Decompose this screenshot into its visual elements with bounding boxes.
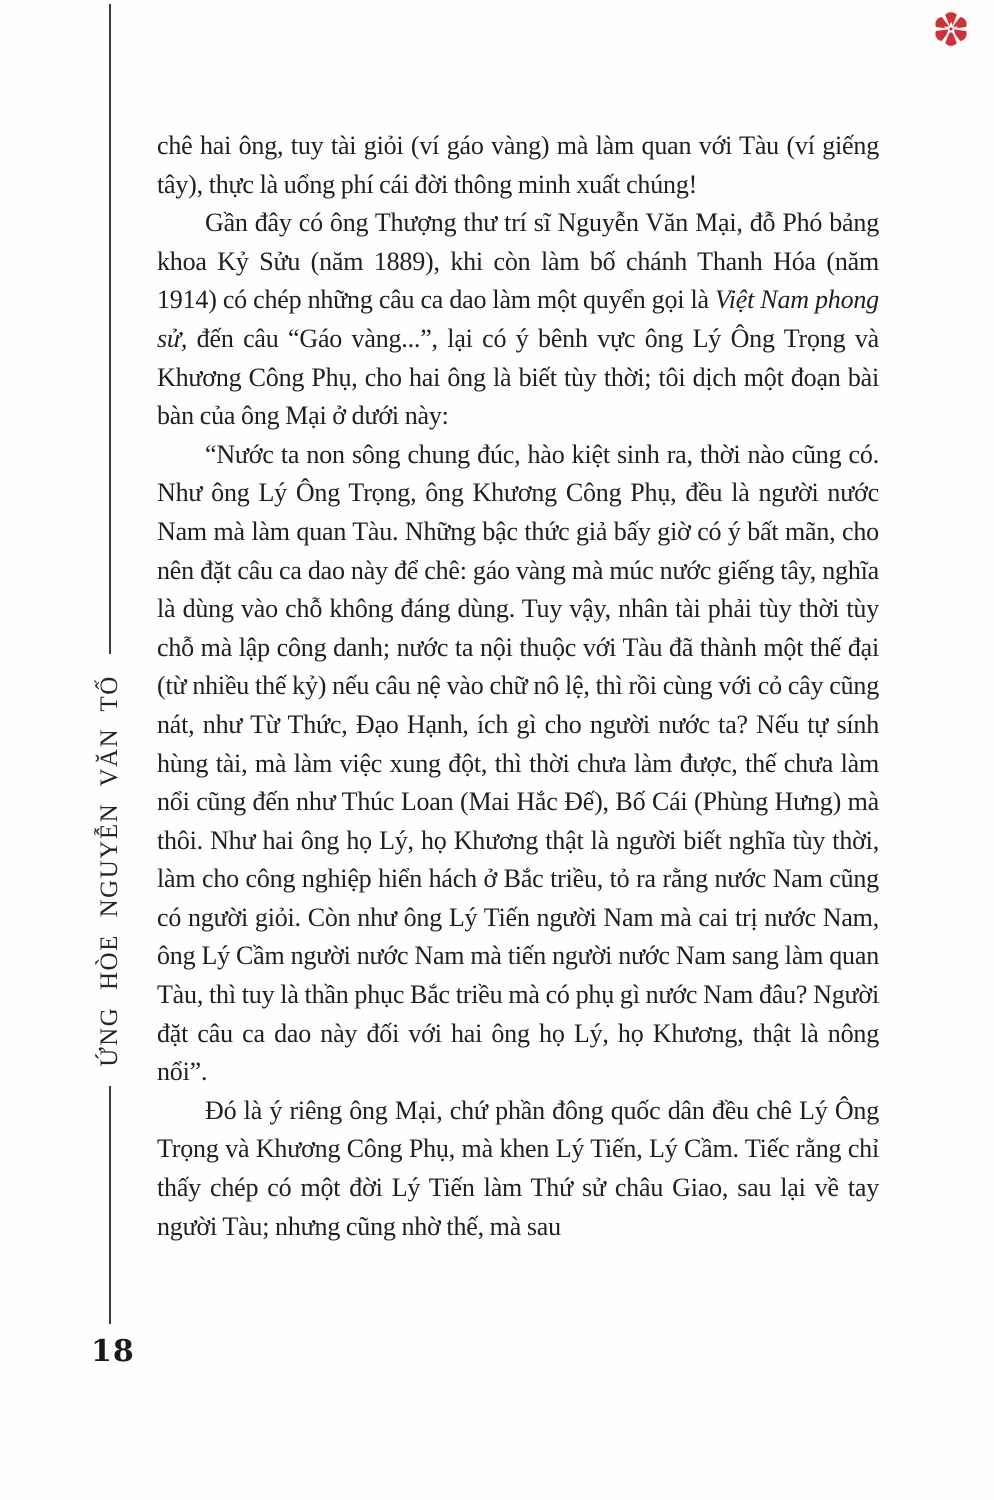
paragraph-commentary: Đó là ý riêng ông Mại, chứ phần đông quốc dân đều chê Lý Ông Trọng và Khương Công Phụ, mà khen Lý Tiến, Lý Cầm. Tiếc rằng chỉ thấy chép có một đời Lý Tiến làm Thứ sử châu Giao, sau lại về tay người Tàu; nhưng cũng nhờ thế, mà sau	[157, 1095, 879, 1241]
running-title-author: ỨNG HÒE NGUYỄN VĂN TỐ	[96, 675, 123, 1067]
paragraph-continuation: chê hai ông, tuy tài giỏi (ví gáo vàng) mà làm quan với Tàu (ví giếng tây), thực là uổng phí cái đời thông minh xuất chúng!	[157, 131, 879, 199]
paragraph-text: Gần đây có ông Thượng thư trí sĩ Nguyễn Văn Mại, đỗ Phó bảng khoa Kỷ Sửu (năm 1889), khi còn làm bố chánh Thanh Hóa (năm 1914) có chép những câu ca dao làm một quyển gọi là	[157, 208, 879, 315]
sidebar-rule-bottom	[109, 1086, 111, 1324]
body-text-block	[157, 127, 879, 1246]
paragraph-text: đến câu “Gáo vàng...”, lại có ý bênh vực ông Lý Ông Trọng và Khương Công Phụ, cho hai ông là biết tùy thời; tôi dịch một đoạn bài bàn của ông Mại ở dưới này:	[157, 323, 879, 431]
sidebar-rule-top	[109, 4, 111, 654]
page-number: 18	[91, 1334, 135, 1369]
book-title-italic: Việt Nam phong sử,	[157, 285, 879, 353]
paragraph-nguyen-van-mai	[157, 204, 879, 436]
paragraph-quotation: “Nước ta non sông chung đúc, hào kiệt sinh ra, thời nào cũng có. Như ông Lý Ông Trọng, ông Khương Công Phụ, đều là người nước Nam mà làm quan Tàu. Những bậc thức giả bấy giờ có ý bất mãn, cho nên đặt câu ca dao này để chê: gáo vàng mà múc nước giếng tây, nghĩa là dùng vào chỗ không đáng dùng. Tuy vậy, nhân tài phải tùy thời tùy chỗ mà lập công danh; nước ta nội thuộc với Tàu đã thành một thế đại (từ nhiều thế kỷ) nếu câu nệ vào chữ nô lệ, thì rồi cùng với cỏ cây cũng nát, như Từ Thức, Đạo Hạnh, ích gì cho người nước ta? Nếu tự sính hùng tài, mà làm việc xung đột, thì thời chưa làm được, thế chưa làm nổi cũng đến như Thúc Loan (Mai Hắc Đế), Bố Cái (Phùng Hưng) mà thôi. Như hai ông họ Lý, họ Khương thật là người biết nghĩa tùy thời, làm cho công nghiệp hiển hách ở Bắc triều, tỏ ra rằng nước Nam cũng có người giỏi. Còn như ông Lý Tiến người Nam mà cai trị nước Nam, ông Lý Cầm người nước Nam mà tiến người nước Nam sang làm quan Tàu, thì tuy là thần phục Bắc triều mà có phụ gì nước Nam đâu? Người đặt câu ca dao này đối với hai ông họ Lý, họ Khương, thật là nông nổi”.	[157, 439, 879, 1087]
flower-ornament-icon	[932, 10, 970, 48]
